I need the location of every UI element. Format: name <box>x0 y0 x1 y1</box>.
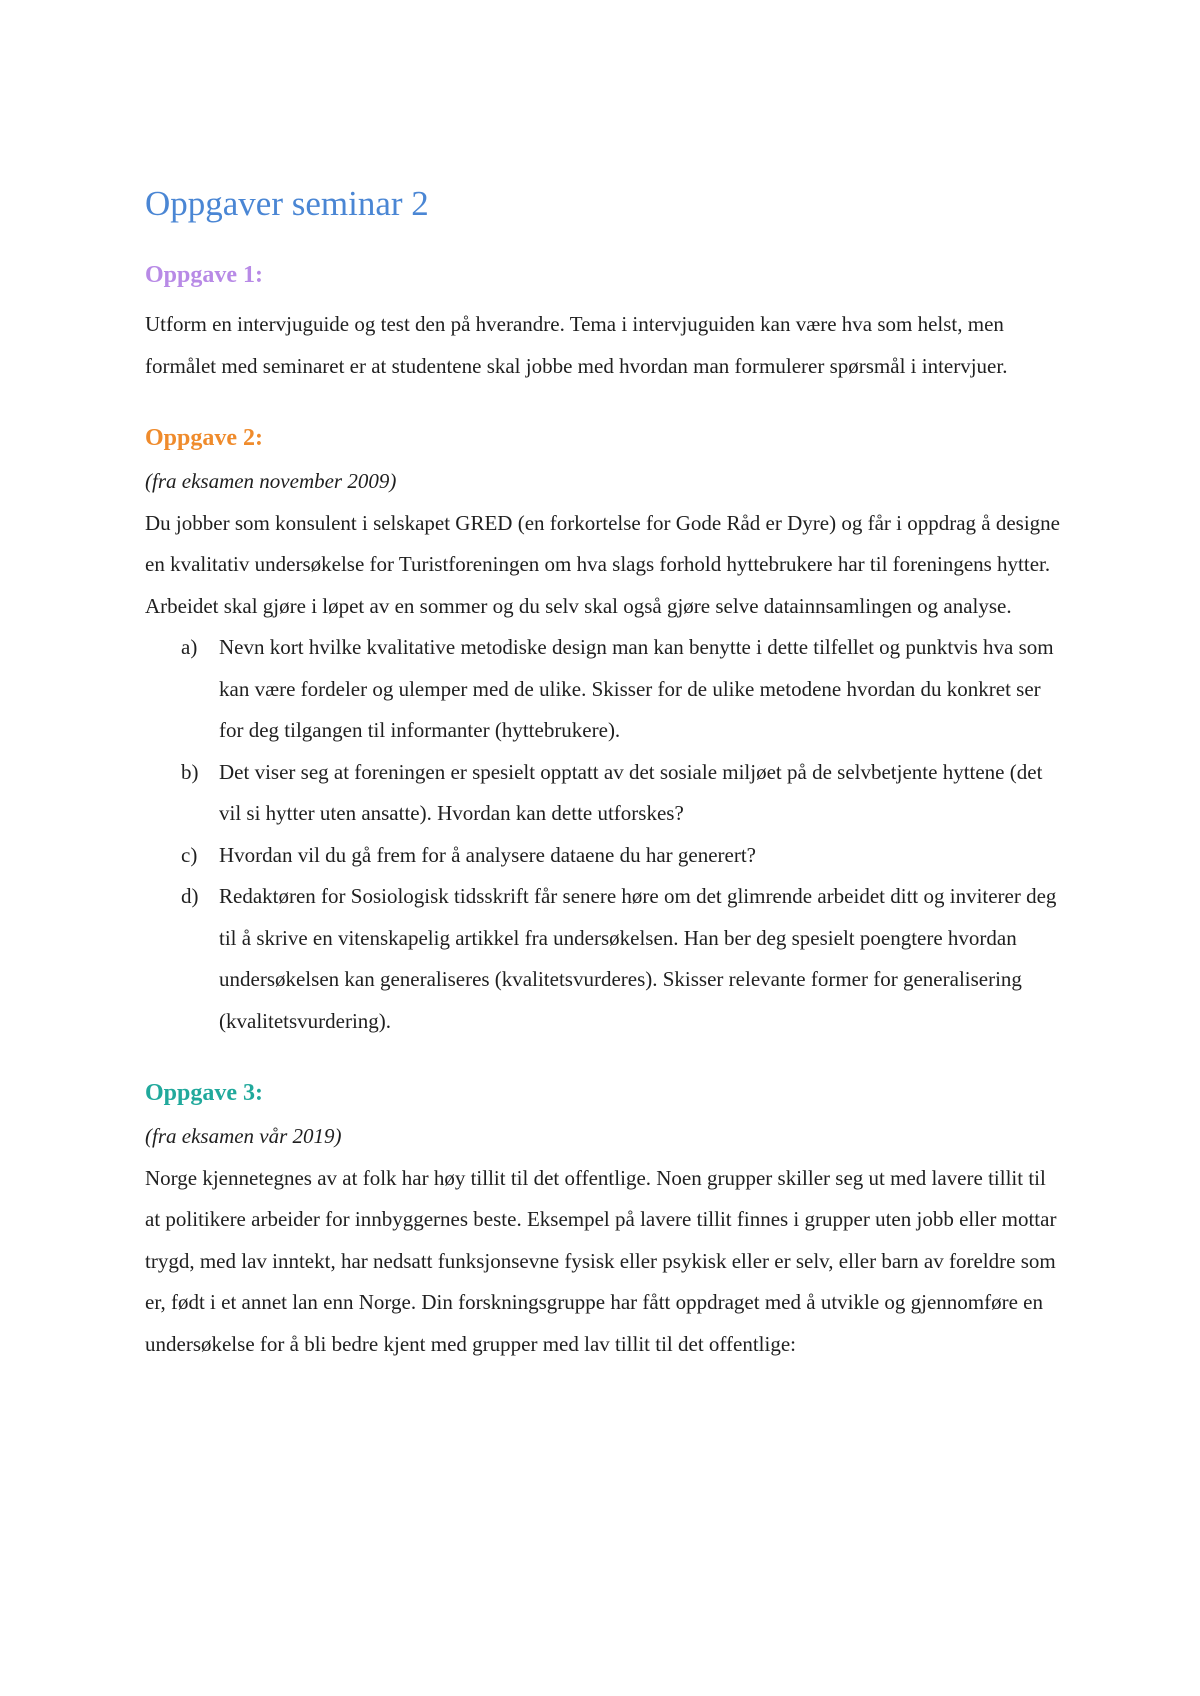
subtask-c <box>145 835 1060 877</box>
subtask-a <box>145 627 1060 752</box>
task-3-heading: Oppgave 3: <box>145 1080 264 1106</box>
task-1-heading: Oppgave 1: <box>145 262 264 288</box>
task-3-section <box>145 1076 1060 1365</box>
task-3-source: (fra eksamen vår 2019) <box>145 1124 342 1148</box>
task-3-text: Norge kjennetegnes av at folk har høy tillit til det offentlige. Noen grupper skiller seg ut med lavere tillit til at politikere arbeider for innbyggernes beste. Eksempel på lavere tillit finnes i grupper uten jobb eller mottar trygd, med lav inntekt, har nedsatt funksjonsevne fysisk eller psykisk eller er selv, eller barn av foreldre som er, født i et annet lan enn Norge. Din forskningsgruppe har fått oppdraget med å utvikle og gjennomføre en undersøkelse for å bli bedre kjent med grupper med lav tillit til det offentlige: <box>145 1165 1057 1356</box>
task-1-section <box>145 258 1060 387</box>
subtask-text: Hvordan vil du gå frem for å analysere dataene du har generert? <box>219 842 756 867</box>
task-1-text: Utform en intervjuguide og test den på hverandre. Tema i intervjuguiden kan være hva som helst, men formålet med seminaret er at studentene skal jobbe med hvordan man formulerer spørsmål i intervjuer. <box>145 312 1008 378</box>
subtask-text: Redaktøren for Sosiologisk tidsskrift får senere høre om det glimrende arbeidet ditt og inviterer deg til å skrive en vitenskapelig artikkel fra undersøkelsen. Han ber deg spesielt poengtere hvordan undersøkelsen kan generaliseres (kvalitetsvurderes). Skisser relevante former for generalisering (kvalitetsvurdering). <box>219 884 1057 1033</box>
subtask-marker: c) <box>181 842 198 867</box>
subtask-text: Nevn kort hvilke kvalitative metodiske design man kan benytte i dette tilfellet og punktvis hva som kan være fordeler og ulemper med de ulike. Skisser for de ulike metodene hvordan du konkret ser for deg tilgangen til informanter (hyttebrukere). <box>219 635 1054 742</box>
document-title: Oppgaver seminar 2 <box>145 184 429 223</box>
task-2-source: (fra eksamen november 2009) <box>145 469 397 493</box>
task-2-heading: Oppgave 2: <box>145 425 264 451</box>
subtask-marker: b) <box>181 759 199 784</box>
task-2-subtasks <box>145 627 1060 1042</box>
subtask-b <box>145 752 1060 835</box>
subtask-d <box>145 876 1060 1042</box>
task-2-text: Du jobber som konsulent i selskapet GRED (en forkortelse for Gode Råd er Dyre) og får i oppdrag å designe en kvalitativ undersøkelse for Turistforeningen om hva slags forhold hyttebrukere har til foreningens hytter. Arbeidet skal gjøre i løpet av en sommer og du selv skal også gjøre selve datainnsamlingen og analyse. <box>145 510 1060 618</box>
subtask-marker: a) <box>181 635 198 659</box>
subtask-marker: d) <box>181 884 199 908</box>
task-2-section <box>145 421 1060 1042</box>
subtask-text: Det viser seg at foreningen er spesielt opptatt av det sosiale miljøet på de selvbetjente hyttene (det vil si hytter uten ansatte). Hvordan kan dette utforskes? <box>219 759 1043 825</box>
